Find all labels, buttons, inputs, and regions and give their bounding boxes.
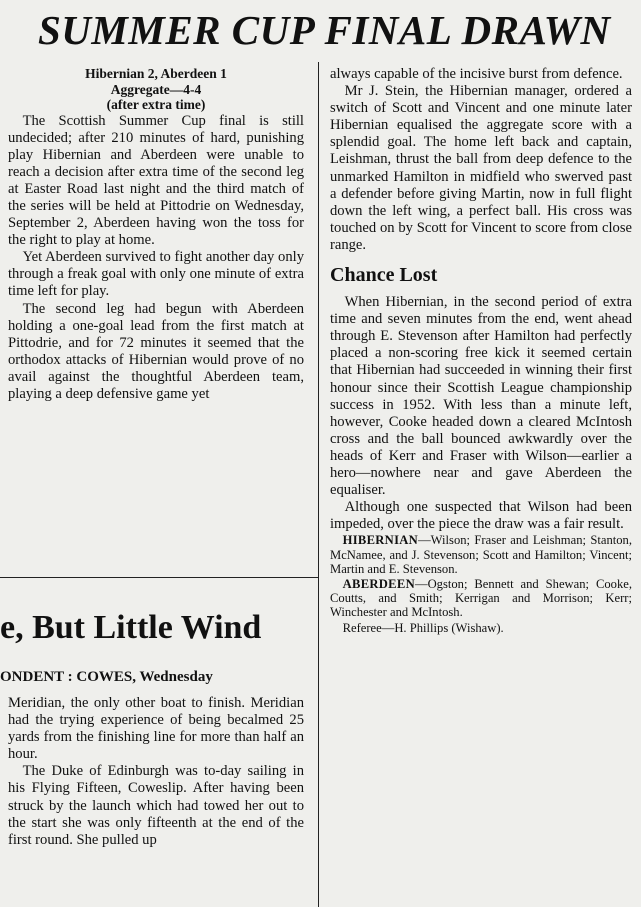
paragraph: Although one suspected that Wilson had been impeded, over the piece the draw was a fair result.	[330, 499, 632, 533]
team-players: —Wilson; Fraser and Leishman; Stanton, McNamee, and J. Stevenson; Scott and Hamilton; Vincent; Martin and E. Stevenson.	[330, 533, 632, 576]
team-players: —Ogston; Bennett and Shewan; Cooke, Coutts, and Smith; Kerrigan and Morrison; Kerr; Winchester and McIntosh.	[330, 576, 632, 620]
second-story-headline: e, But Little Wind	[0, 609, 262, 646]
score-line	[8, 66, 304, 113]
paragraph: The Duke of Edinburgh was to-day sailing in his Flying Fifteen, Coweslip. After having been struck by the launch which had towed her out to the start she was only fifteenth at the end of the first round. She pulled up	[8, 763, 304, 848]
left-column	[8, 66, 304, 403]
paragraph: The Scottish Summer Cup final is still undecided; after 210 minutes of hard, punishing play Hibernian and Aberdeen were unable to reach a decision after extra time of the second leg at Easter Road last night and the third match of the series will be held at Pittodrie on Wednesday, September 2, Aberdeen having won the toss for the right to play at home.	[8, 112, 304, 249]
score-aggregate: Aggregate—4-4	[110, 81, 202, 97]
referee: Referee—H. Phillips (Wishaw).	[342, 620, 504, 635]
score-result: Hibernian 2, Aberdeen 1	[85, 66, 227, 81]
second-story-byline: ONDENT : COWES, Wednesday	[0, 669, 213, 685]
paragraph: The second leg had begun with Aberdeen holding a one-goal lead from the first match at Pittodrie, and for 72 minutes it seemed that the orthodox attacks of Hibernian would prove of no avail against the thoughtful Aberdeen team, playing a deep defensive game yet	[8, 300, 304, 402]
hibernian-lineup	[330, 533, 632, 576]
paragraph: Yet Aberdeen survived to fight another day only through a freak goal with only one minute of extra time left for play.	[8, 249, 304, 300]
team-lineups	[330, 533, 632, 634]
column-rule	[318, 62, 319, 907]
second-story-body	[8, 695, 304, 849]
score-note: (after extra time)	[106, 97, 206, 112]
paragraph: Meridian, the only other boat to finish. Meridian had the trying experience of being becalmed 25 yards from the finishing line for more than half an hour.	[8, 695, 304, 763]
subheading: Chance Lost	[330, 264, 438, 287]
aberdeen-lineup	[330, 577, 632, 620]
team-label: HIBERNIAN	[342, 533, 419, 548]
paragraph: Mr J. Stein, the Hibernian manager, ordered a switch of Scott and Vincent and one minute later Hibernian equalised the aggregate score with a splendid goal. The home left back and captain, Leishman, thrust the ball from deep defence to the unmarked Hamilton in midfield who swerved past a defender before giving Martin, now in full flight down the left wing, a perfect ball. His cross was touched on by Scott for Vincent to score from close range.	[330, 83, 632, 253]
team-label: ABERDEEN	[342, 576, 415, 591]
paragraph: When Hibernian, in the second period of extra time and seven minutes from the end, went ahead through E. Stevenson after Hamilton had perfectly placed a non-scoring free kick it seemed certain that Hibernian had succeeded in winning their first honour since their Scottish League championship success in 1952. With less than a minute left, however, Cooke headed down a cleared McIntosh cross and the ball bounced awkwardly over the heads of Kerr and Fraser with Wilson—earlier a hero—nowhere near and gave Aberdeen the equaliser.	[330, 294, 632, 499]
headline: SUMMER CUP FINAL DRAWN	[38, 7, 611, 53]
section-rule	[0, 577, 318, 578]
right-column	[330, 66, 632, 636]
paragraph: always capable of the incisive burst from defence.	[330, 66, 623, 82]
